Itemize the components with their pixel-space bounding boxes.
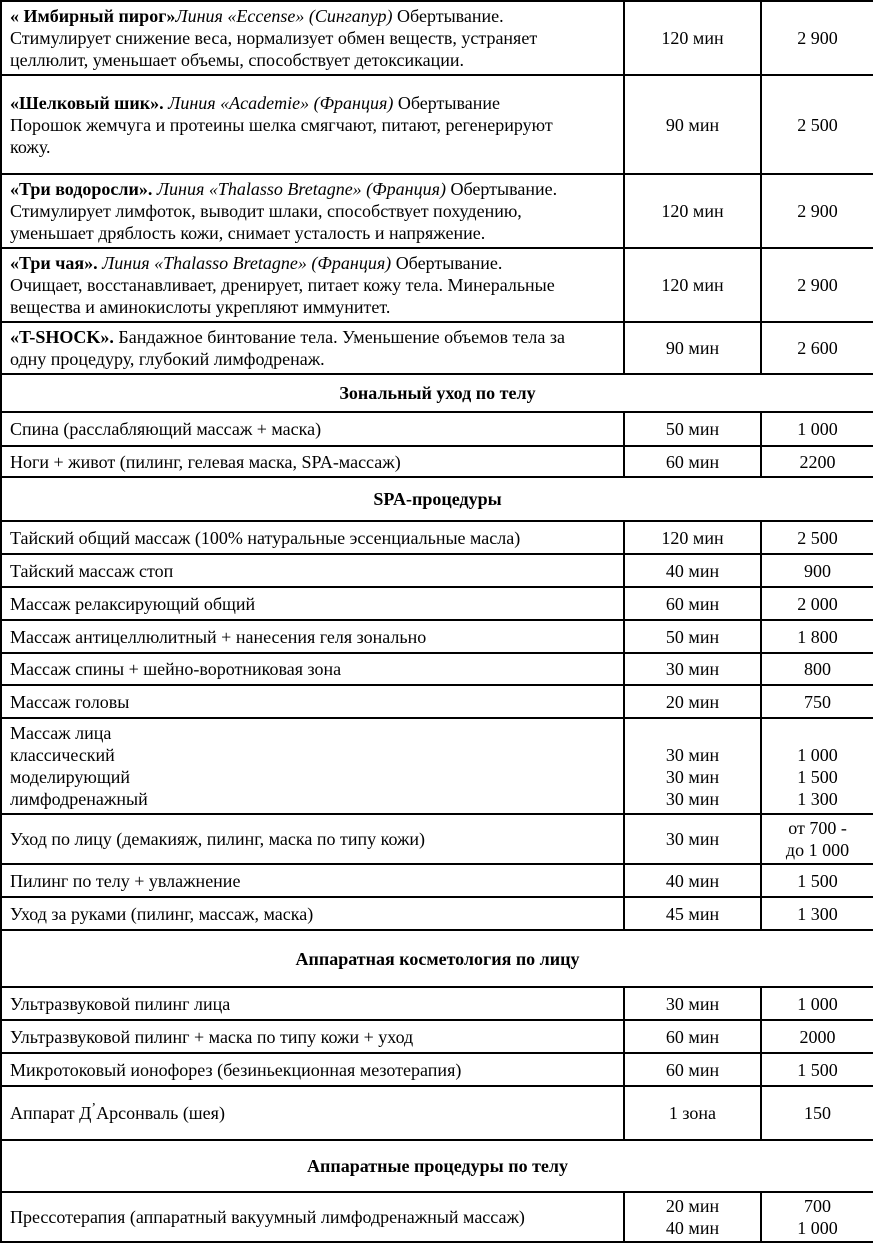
service-name-text: Тайский общий массаж (100% натуральные эссенциальные масла) (10, 527, 521, 548)
price-cell (761, 412, 873, 446)
price-cell (761, 897, 873, 930)
service-name-cell (1, 554, 624, 587)
price-cell (761, 446, 873, 477)
price-cell (761, 1020, 873, 1053)
service-name-text: Обертывание. (450, 179, 558, 199)
price-cell (761, 620, 873, 653)
service-name-text: Арсонваль (шея) (96, 1103, 225, 1123)
service-name-text: лимфодренажный (10, 789, 148, 809)
service-name-text: Линия «Eccense» (Сингапур) (175, 6, 398, 26)
service-name-cell (1, 248, 624, 322)
service-name-text: «T-SHOCK». (10, 327, 119, 347)
service-name-text: Массаж лица (10, 723, 112, 743)
service-name-text: «Шелковый шик». (10, 92, 169, 113)
cell-line (766, 722, 869, 744)
service-row (1, 620, 873, 653)
price-cell (761, 987, 873, 1020)
service-name-text: Аппарат Д (10, 1103, 92, 1123)
duration-cell (624, 521, 761, 554)
service-name-cell (1, 521, 624, 554)
service-row (1, 653, 873, 685)
section-row (1, 374, 873, 412)
service-name-text: Массаж антицеллюлитный + нанесения геля зонально (10, 626, 427, 647)
cell-line: 30 мин (665, 745, 720, 765)
cell-line: 1 500 (797, 767, 838, 787)
cell-line: 1 800 (797, 626, 838, 647)
price-cell (761, 554, 873, 587)
price-cell (761, 653, 873, 685)
section-title: Аппаратная косметология по лицу (1, 930, 873, 987)
cell-line: 900 (804, 560, 831, 581)
service-name-text: Тайский массаж стоп (10, 560, 174, 581)
duration-cell (624, 864, 761, 897)
cell-line: 120 мин (661, 28, 724, 48)
service-name-cell (1, 322, 624, 374)
cell-line: 2 500 (797, 527, 838, 548)
service-row (1, 1053, 873, 1086)
service-name-text: классический (10, 745, 115, 765)
price-cell (761, 1053, 873, 1086)
service-name-text: Ультразвуковой пилинг + маска по типу кожи + уход (10, 1026, 414, 1047)
service-name-cell (1, 174, 624, 248)
service-name-text: Линия «Thalasso Bretagne» (Франция) (156, 179, 451, 199)
price-cell (761, 322, 873, 374)
service-name-text: Обертывание. (395, 253, 503, 273)
cell-line: 60 мин (665, 1026, 720, 1047)
section-row (1, 1140, 873, 1192)
price-cell (761, 1, 873, 75)
service-row (1, 1020, 873, 1053)
price-cell (761, 75, 873, 174)
service-name-text: Массаж спины + шейно-воротниковая зона (10, 659, 342, 679)
service-name-cell (1, 1053, 624, 1086)
service-name-text: Массаж релаксирующий общий (10, 593, 256, 614)
service-name-cell (1, 587, 624, 620)
cell-line: 90 мин (665, 114, 720, 135)
cell-line: 2 900 (797, 28, 838, 48)
cell-line: 120 мин (661, 201, 724, 221)
service-name-cell (1, 864, 624, 897)
price-table-body (1, 1, 873, 1242)
service-row (1, 174, 873, 248)
service-row (1, 587, 873, 620)
cell-line: 120 мин (661, 275, 724, 295)
duration-cell (624, 1053, 761, 1086)
service-name-text: целлюлит, уменьшает объемы, способствует детоксикации. (10, 50, 465, 70)
cell-line: 30 мин (665, 659, 720, 679)
service-name-text: Уход за руками (пилинг, массаж, маска) (10, 903, 314, 924)
cell-line: 750 (804, 691, 831, 712)
cell-line (629, 722, 756, 744)
price-cell (761, 248, 873, 322)
section-title: Аппаратные процедуры по телу (1, 1140, 873, 1192)
cell-line: 30 мин (665, 993, 720, 1014)
cell-line: 150 (804, 1103, 831, 1123)
service-row (1, 718, 873, 814)
cell-line: 60 мин (665, 451, 720, 472)
cell-line: от 700 - (788, 818, 847, 838)
service-name-text: «Три чая». (10, 253, 103, 273)
cell-line: 45 мин (665, 903, 720, 924)
cell-line: 50 мин (665, 419, 720, 439)
duration-cell (624, 718, 761, 814)
service-name-text: Бандажное бинтование тела. Уменьшение объемов тела за (118, 327, 565, 347)
duration-cell (624, 412, 761, 446)
duration-cell (624, 75, 761, 174)
cell-line: 700 (804, 1196, 831, 1216)
duration-cell (624, 653, 761, 685)
cell-line: до 1 000 (785, 840, 850, 860)
price-cell (761, 718, 873, 814)
duration-cell (624, 685, 761, 718)
service-name-cell (1, 653, 624, 685)
price-cell (761, 685, 873, 718)
cell-line: 1 000 (797, 1218, 838, 1238)
service-name-text: Массаж головы (10, 691, 130, 712)
cell-line: 20 мин (665, 691, 720, 712)
service-name-text: Порошок жемчуга и протеины шелка смягчают, питают, регенерируют (10, 114, 553, 135)
service-name-text: Ноги + живот (пилинг, гелевая маска, SPA-массаж) (10, 451, 401, 472)
service-name-text: Очищает, восстанавливает, дренирует, питает кожу тела. Минеральные (10, 275, 555, 295)
service-name-text: моделирующий (10, 767, 130, 787)
service-name-text: кожу. (10, 136, 51, 157)
section-title: SPA-процедуры (1, 477, 873, 521)
cell-line: 30 мин (665, 789, 720, 809)
service-row (1, 75, 873, 174)
cell-line: 1 000 (797, 993, 838, 1014)
cell-line: 40 мин (665, 870, 720, 891)
cell-line: 120 мин (661, 527, 724, 548)
duration-cell (624, 554, 761, 587)
cell-line: 800 (804, 659, 831, 679)
service-row (1, 248, 873, 322)
service-row (1, 1, 873, 75)
service-name-text: Прессотерапия (аппаратный вакуумный лимфодренажный массаж) (10, 1207, 525, 1227)
cell-line: 2 600 (797, 338, 838, 358)
cell-line: 60 мин (665, 593, 720, 614)
service-row (1, 521, 873, 554)
duration-cell (624, 587, 761, 620)
service-name-text: ’ (91, 1101, 97, 1116)
cell-line: 1 300 (797, 789, 838, 809)
service-name-text: Обертывание (397, 92, 500, 113)
duration-cell (624, 814, 761, 864)
service-name-text: Ультразвуковой пилинг лица (10, 993, 231, 1014)
cell-line: 2 000 (797, 593, 838, 614)
duration-cell (624, 620, 761, 653)
service-name-text: « Имбирный пирог» (10, 6, 176, 26)
cell-line: 20 мин (665, 1196, 720, 1216)
price-cell (761, 814, 873, 864)
duration-cell (624, 1086, 761, 1140)
service-name-text: Уход по лицу (демакияж, пилинг, маска по типу кожи) (10, 829, 426, 849)
service-name-cell (1, 718, 624, 814)
service-name-cell (1, 1086, 624, 1140)
service-row (1, 897, 873, 930)
cell-line: 1 300 (797, 903, 838, 924)
price-cell (761, 864, 873, 897)
cell-line: 1 зона (668, 1103, 717, 1123)
cell-line: 30 мин (665, 829, 720, 849)
cell-line: 1 000 (797, 419, 838, 439)
price-cell (761, 174, 873, 248)
cell-line: 1 000 (797, 745, 838, 765)
duration-cell (624, 446, 761, 477)
duration-cell (624, 987, 761, 1020)
service-row (1, 987, 873, 1020)
service-name-text: одну процедуру, глубокий лимфодренаж. (10, 349, 325, 369)
service-name-cell (1, 897, 624, 930)
cell-line: 90 мин (665, 338, 720, 358)
service-row (1, 322, 873, 374)
duration-cell (624, 322, 761, 374)
service-name-cell (1, 412, 624, 446)
cell-line: 50 мин (665, 626, 720, 647)
duration-cell (624, 1020, 761, 1053)
service-row (1, 446, 873, 477)
service-row (1, 412, 873, 446)
service-name-text: Микротоковый ионофорез (безиньекционная мезотерапия) (10, 1059, 462, 1080)
service-row (1, 864, 873, 897)
service-name-text: Линия «Academie» (Франция) (168, 92, 398, 113)
cell-line: 40 мин (665, 560, 720, 581)
price-cell (761, 521, 873, 554)
service-name-text: Стимулирует лимфоток, выводит шлаки, способствует похудению, (10, 201, 522, 221)
duration-cell (624, 897, 761, 930)
service-row (1, 1086, 873, 1140)
service-name-text: уменьшает дряблость кожи, снимает усталость и напряжение. (10, 223, 486, 243)
section-title: Зональный уход по телу (1, 374, 873, 412)
service-name-text: Спина (расслабляющий массаж + маска) (10, 419, 322, 439)
duration-cell (624, 1, 761, 75)
duration-cell (624, 248, 761, 322)
service-name-cell (1, 814, 624, 864)
service-name-cell (1, 620, 624, 653)
service-name-cell (1, 685, 624, 718)
service-row (1, 554, 873, 587)
cell-line: 40 мин (665, 1218, 720, 1238)
section-row (1, 477, 873, 521)
service-name-cell (1, 1020, 624, 1053)
service-name-text: Обертывание. (397, 6, 504, 26)
cell-line: 60 мин (665, 1059, 720, 1080)
price-cell (761, 1086, 873, 1140)
cell-line: 2000 (799, 1026, 836, 1047)
cell-line: 30 мин (665, 767, 720, 787)
cell-line: 2 500 (797, 114, 838, 135)
service-name-cell (1, 75, 624, 174)
service-name-text: Стимулирует снижение веса, нормализует обмен веществ, устраняет (10, 28, 538, 48)
service-name-text: Пилинг по телу + увлажнение (10, 870, 241, 891)
cell-line: 2200 (799, 451, 836, 472)
cell-line: 2 900 (797, 201, 838, 221)
duration-cell (624, 174, 761, 248)
service-name-text: вещества и аминокислоты укрепляют иммунитет. (10, 297, 391, 317)
service-row (1, 685, 873, 718)
service-name-cell (1, 1, 624, 75)
cell-line: 1 500 (797, 1059, 838, 1080)
service-name-cell (1, 446, 624, 477)
cell-line: 2 900 (797, 275, 838, 295)
service-row (1, 814, 873, 864)
price-cell (761, 587, 873, 620)
cell-line: 1 500 (797, 870, 838, 891)
section-row (1, 930, 873, 987)
service-name-text: «Три водоросли». (10, 179, 157, 199)
service-name-text: Линия «Thalasso Bretagne» (Франция) (102, 253, 396, 273)
service-name-cell (1, 987, 624, 1020)
